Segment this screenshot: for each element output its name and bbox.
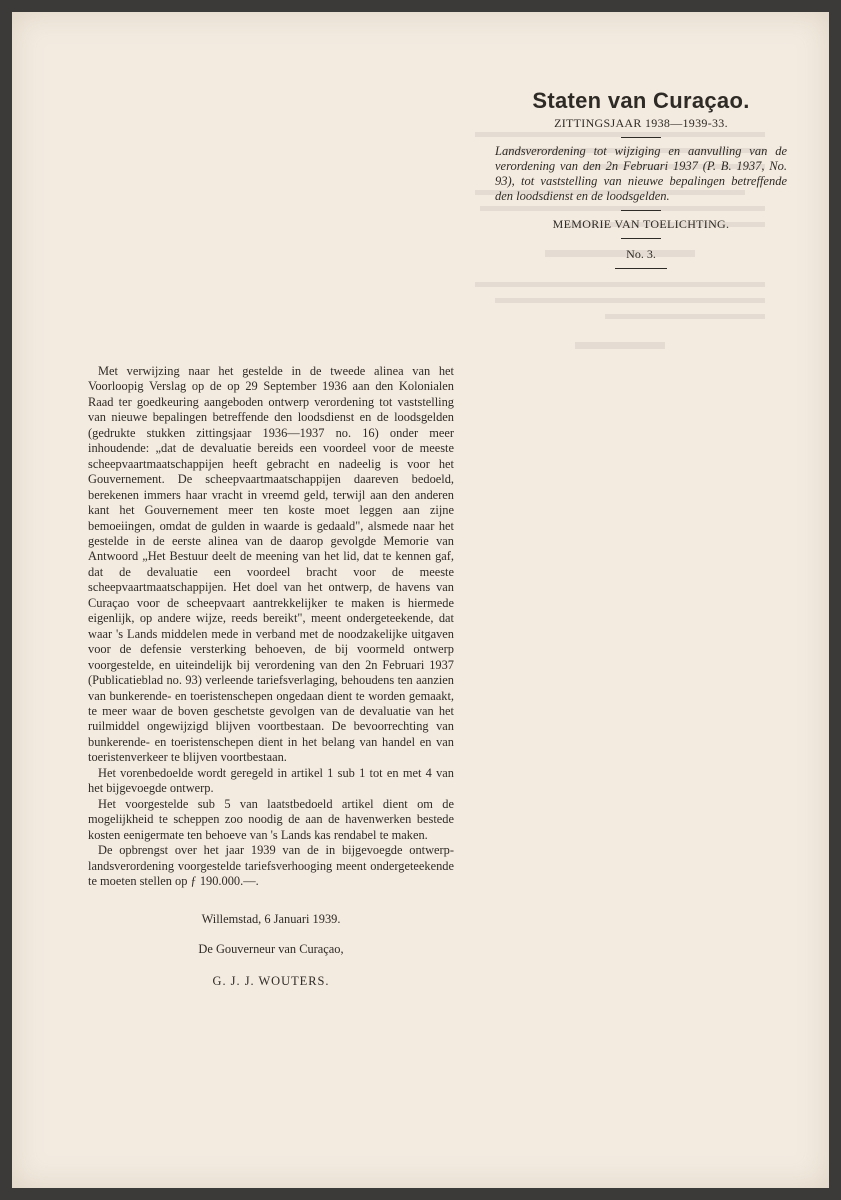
session-year: ZITTINGSJAAR 1938—1939-33. [554, 116, 728, 130]
memorandum-body [88, 364, 454, 889]
document-header [495, 88, 787, 275]
signatory-office: De Gouverneur van Curaçao, [198, 942, 344, 956]
document-number: No. 3. [626, 247, 656, 261]
divider [621, 137, 661, 138]
signatory-name: G. J. J. WOUTERS. [212, 974, 330, 988]
body-paragraph: Het voorgestelde sub 5 van laatstbedoeld artikel dient om de mogelijkheid te scheppen zoo noodig de aan de havenwerken bestede kosten eenigermate ten behoeve van 's Lands kas rendabel te maken. [88, 796, 454, 842]
body-paragraph: Met verwijzing naar het gestelde in de tweede alinea van het Voorloopig Verslag op de op 29 September 1936 aan den Kolonialen Raad ter goedkeuring aangeboden ontwerp verordening tot vaststelling van nieuwe bepalingen betreffende den loodsdienst en de loodsgelden (gedrukte stukken zittingsjaar 1936—1937 no. 16) onder meer inhoudende: „dat de devaluatie bereids een voordeel voor de meeste scheepvaartmaatschappijen heeft gebracht en nadeelig is voor het Gouvernement. De scheepvaartmaatschappijen daareven bedoeld, berekenen immers haar vracht in vreemd geld, terwijl aan den anderen kant het Gouvernement meer ten koste moet leggen aan zijne bemoeiingen, omdat de gulden in waarde is gedaald", alsmede naar het gestelde in de eerste alinea van de daarop gevolgde Memorie van Antwoord „Het Bestuur deelt de meening van het lid, dat te kennen gaf, dat de devaluatie een voordeel bracht voor de meeste scheepvaartmaatschappijen. Het doel van het ontwerp, de havens van Curaçao voor de scheepvaart aantrekkelijker te maken is hiermede eigenlijk, op andere wijze, reeds bereikt", meent ondergeteekende, dat waar 's Lands middelen mede in verband met de noodzakelijke uitgaven voor de defensie versterking behoeven, de bij voormeld ontwerp voorgestelde, en uiteindelijk bij verordening van den 2n Februari 1937 (Publicatieblad no. 93) verleende tariefsverlaging, behoudens ten aanzien van bunkerende- en toeristenschepen ongedaan dient te worden gemaakt, te meer waar de boven geschetste gevolgen van de devaluatie van het ruilmiddel ongewijzigd blijven voortbestaan. De bevoorrechting van bunkerende- en toeristenschepen dient in het belang van handel en van toeristenverkeer te blijven voortbestaan. [88, 364, 454, 765]
body-paragraph: Het vorenbedoelde wordt geregeld in artikel 1 sub 1 tot en met 4 van het bijgevoegde ontwerp. [88, 765, 454, 796]
place-date: Willemstad, 6 Januari 1939. [201, 912, 341, 926]
document-type: MEMORIE VAN TOELICHTING. [552, 217, 730, 231]
divider [621, 210, 661, 211]
body-paragraph: De opbrengst over het jaar 1939 van de in bijgevoegde ontwerp-landsverordening voorgestelde tariefsverhooging meent ondergeteekende te moeten stellen op ƒ 190.000.—. [88, 843, 454, 888]
divider [621, 238, 661, 239]
document-subject: Landsverordening tot wijziging en aanvulling van de verordening van den 2n Februari 1937 (P. B. 1937, No. 93), tot vaststelling van nieuwe bepalingen betreffende den loodsdienst en de loodsgelden. [495, 144, 787, 203]
document-page [12, 12, 829, 1188]
divider [615, 268, 667, 269]
document-title: Staten van Curaçao. [532, 88, 750, 113]
